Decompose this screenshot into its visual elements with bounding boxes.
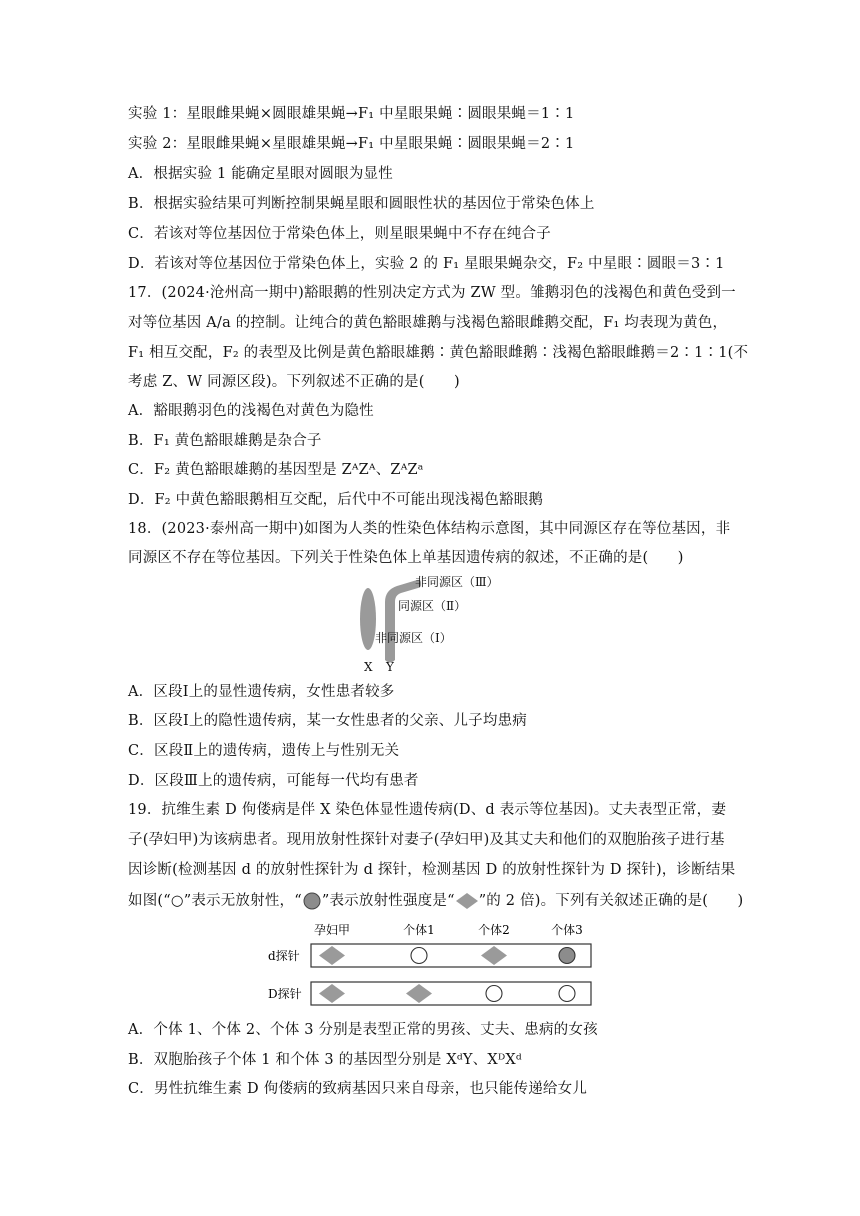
option-a: A．个体 1、个体 2、个体 3 分别是表型正常的男孩、丈夫、患病的女孩 bbox=[128, 1022, 598, 1038]
option-a: A．根据实验 1 能确定星眼对圆眼为显性 bbox=[128, 166, 393, 182]
diamond-mark bbox=[319, 984, 345, 1003]
diamond-icon bbox=[455, 892, 479, 910]
option-b: B．根据实验结果可判断控制果蝇星眼和圆眼性状的基因位于常染色体上 bbox=[128, 196, 595, 212]
label-nonhomologous-iii: 非同源区（Ⅲ） bbox=[415, 575, 499, 589]
option-a: A．豁眼鹅羽色的浅褐色对黄色为隐性 bbox=[128, 403, 374, 419]
option-c: C．区段Ⅱ上的遗传病，遗传上与性别无关 bbox=[128, 743, 400, 759]
circle-mark bbox=[486, 986, 502, 1002]
diamond-mark bbox=[406, 984, 432, 1003]
circle-mark bbox=[411, 948, 427, 964]
text-segment: ”表示放射性强度是“ bbox=[321, 893, 455, 909]
label-homologous-ii: 同源区（Ⅱ） bbox=[398, 599, 467, 613]
question-18: 18．(2023·泰州高一期中)如图为人类的性染色体结构示意图，其中同源区存在等位基因，非 bbox=[128, 521, 731, 537]
row-label-d-lower: d探针 bbox=[268, 949, 300, 963]
diamond-mark bbox=[481, 946, 507, 965]
text-line: 考虑 Z、W 同源区段)。下列叙述不正确的是( ) bbox=[128, 374, 460, 390]
filled-circle-icon bbox=[302, 892, 322, 910]
question-17: 17．(2024·沧州高一期中)豁眼鹅的性别决定方式为 ZW 型。雏鹅羽色的浅褐色和黄色受到一 bbox=[128, 285, 736, 301]
option-a: A．区段Ⅰ上的显性遗传病，女性患者较多 bbox=[128, 684, 395, 700]
option-d: D．F₂ 中黄色豁眼鹅相互交配，后代中不可能出现浅褐色豁眼鹅 bbox=[128, 492, 544, 508]
col-label: 孕妇甲 bbox=[313, 923, 351, 937]
probe-row-frame bbox=[311, 944, 591, 967]
circle-mark bbox=[559, 986, 575, 1002]
text-line: 实验 1：星眼雌果蝇×圆眼雄果蝇→F₁ 中星眼果蝇∶圆眼果蝇＝1∶1 bbox=[128, 106, 575, 122]
label-x: X bbox=[364, 660, 373, 674]
col-label: 个体1 bbox=[403, 923, 435, 937]
text-line: 子(孕妇甲)为该病患者。现用放射性探针对妻子(孕妇甲)及其丈夫和他们的双胞胎孩子进行基 bbox=[128, 832, 725, 848]
option-d: D．若该对等位基因位于常染色体上，实验 2 的 F₁ 星眼果蝇杂交，F₂ 中星眼∶圆眼＝3∶1 bbox=[128, 256, 725, 272]
diamond-mark bbox=[319, 946, 345, 965]
label-y: Y bbox=[386, 660, 394, 674]
option-b: B．区段Ⅰ上的隐性遗传病，某一女性患者的父亲、儿子均患病 bbox=[128, 713, 527, 729]
question-19: 19．抗维生素 D 佝偻病是伴 X 染色体显性遗传病(D、d 表示等位基因)。丈夫表型正常，妻 bbox=[128, 802, 727, 818]
text-line-with-icons bbox=[128, 891, 743, 911]
probe-row-frame bbox=[311, 982, 591, 1005]
text-line: 同源区不存在等位基因。下列关于性染色体上单基因遗传病的叙述，不正确的是( ) bbox=[128, 550, 684, 566]
text-line: F₁ 相互交配，F₂ 的表型及比例是黄色豁眼雄鹅∶黄色豁眼雌鹅∶浅褐色豁眼雌鹅＝2∶1∶1(不 bbox=[128, 345, 749, 361]
option-c: C．若该对等位基因位于常染色体上，则星眼果蝇中不存在纯合子 bbox=[128, 226, 551, 242]
option-d: D．区段Ⅲ上的遗传病，可能每一代均有患者 bbox=[128, 773, 419, 789]
col-label: 个体3 bbox=[551, 923, 583, 937]
text-segment: ”的 2 倍)。下列有关叙述正确的是( ) bbox=[478, 893, 744, 909]
probe-diagnosis-diagram bbox=[262, 922, 602, 1012]
y-chromosome bbox=[385, 580, 421, 663]
filled-circle-mark bbox=[559, 948, 575, 964]
sex-chromosome-diagram bbox=[355, 572, 515, 680]
text-line: 对等位基因 A/a 的控制。让纯合的黄色豁眼雄鹅与浅褐色豁眼雌鹅交配，F₁ 均表现为黄色， bbox=[128, 315, 728, 331]
option-c: C．F₂ 黄色豁眼雄鹅的基因型是 ZᴬZᴬ、ZᴬZᵃ bbox=[128, 462, 424, 478]
row-label-d-upper: D探针 bbox=[268, 987, 302, 1001]
col-label: 个体2 bbox=[478, 923, 510, 937]
text-line: 实验 2：星眼雌果蝇×星眼雄果蝇→F₁ 中星眼果蝇∶圆眼果蝇＝2∶1 bbox=[128, 136, 575, 152]
text-segment: 如图(“○”表示无放射性，“ bbox=[128, 893, 302, 909]
x-chromosome bbox=[360, 588, 376, 650]
label-nonhomologous-i: 非同源区（Ⅰ） bbox=[375, 631, 452, 645]
text-line: 因诊断(检测基因 d 的放射性探针为 d 探针，检测基因 D 的放射性探针为 D 探针)，诊断结果 bbox=[128, 862, 736, 878]
option-c: C．男性抗维生素 D 佝偻病的致病基因只来自母亲，也只能传递给女儿 bbox=[128, 1081, 588, 1097]
option-b: B．F₁ 黄色豁眼雄鹅是杂合子 bbox=[128, 433, 322, 449]
option-b: B．双胞胎孩子个体 1 和个体 3 的基因型分别是 XᵈY、XᴰXᵈ bbox=[128, 1052, 522, 1068]
